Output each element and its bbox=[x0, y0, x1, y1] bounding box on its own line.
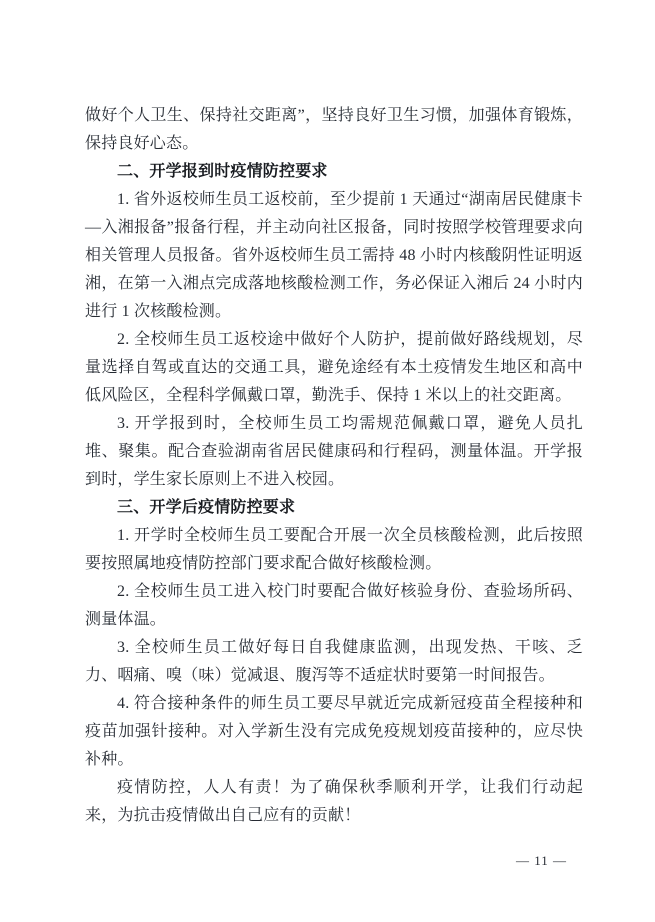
section-heading: 二、开学报到时疫情防控要求 bbox=[117, 163, 328, 180]
page-number: — 11 — bbox=[515, 853, 567, 868]
section-heading: 三、开学后疫情防控要求 bbox=[117, 499, 296, 516]
document-paragraph: 2. 全校师生员工返校途中做好个人防护，提前做好路线规划，尽量选择自驾或直达的交通工具，避免途经有本土疫情发生地区和高中低风险区，全程科学佩戴口罩，勤洗手、保持 1 米以上的社交距离。 bbox=[85, 331, 583, 404]
document-paragraph: 3. 开学报到时，全校师生员工均需规范佩戴口罩，避免人员扎堆、聚集。配合查验湖南省居民健康码和行程码，测量体温。开学报到时，学生家长原则上不进入校园。 bbox=[85, 415, 583, 488]
document-paragraph: 疫情防控，人人有责！为了确保秋季顺利开学，让我们行动起来，为抗击疫情做出自己应有的贡献！ bbox=[85, 779, 583, 824]
document-paragraph: 4. 符合接种条件的师生员工要尽早就近完成新冠疫苗全程接种和疫苗加强针接种。对入学新生没有完成免疫规划疫苗接种的，应尽快补种。 bbox=[85, 695, 583, 768]
document-paragraph: 1. 省外返校师生员工返校前，至少提前 1 天通过“湖南居民健康卡—入湘报备”报备行程，并主动向社区报备，同时按照学校管理要求向相关管理人员报备。省外返校师生员工需持 48 小时内核酸阴性证明返湘，在第一入湘点完成落地核酸检测工作，务必保证入湘后 24 小时内进行 1 次核酸检测。 bbox=[85, 191, 583, 320]
document-paragraph: 做好个人卫生、保持社交距离”，坚持良好卫生习惯，加强体育锻炼，保持良好心态。 bbox=[85, 107, 583, 152]
document-paragraph: 1. 开学时全校师生员工要配合开展一次全员核酸检测，此后按照要按照属地疫情防控部门要求配合做好核酸检测。 bbox=[85, 527, 583, 572]
document-body bbox=[85, 102, 583, 830]
document-paragraph: 2. 全校师生员工进入校门时要配合做好核验身份、查验场所码、测量体温。 bbox=[85, 583, 583, 628]
document-paragraph: 3. 全校师生员工做好每日自我健康监测，出现发热、干咳、乏力、咽痛、嗅（味）觉减退、腹泻等不适症状时要第一时间报告。 bbox=[85, 639, 583, 684]
